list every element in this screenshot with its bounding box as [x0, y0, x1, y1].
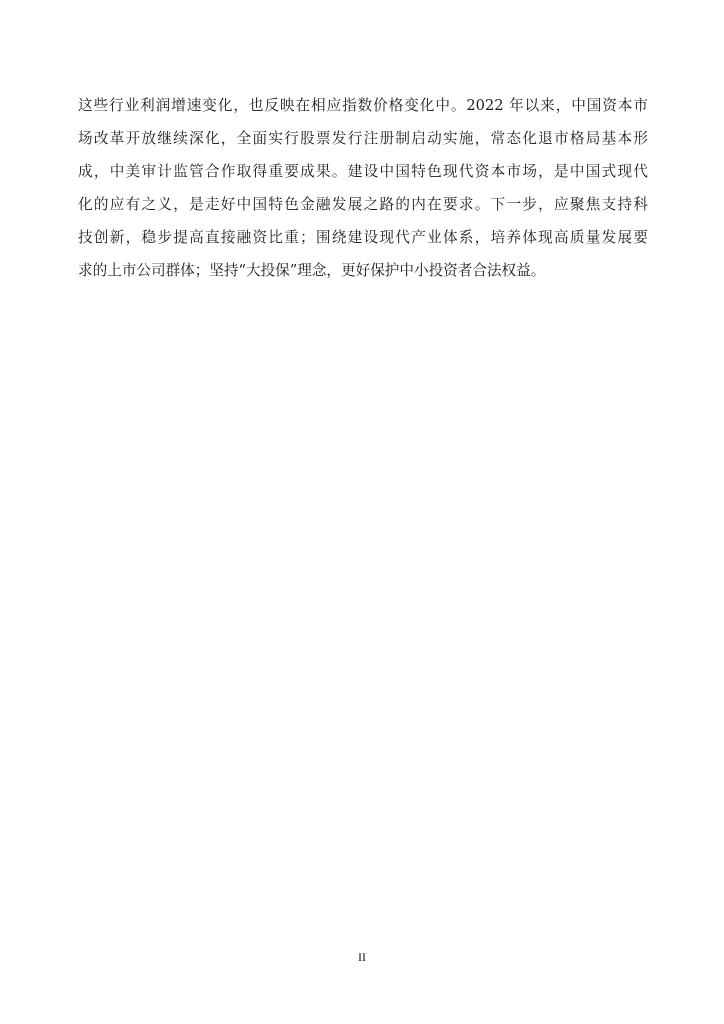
paragraph-line: 化的应有之义，是走好中国特色金融发展之路的内在要求。下一步，应聚焦支持科	[78, 196, 648, 213]
paragraph-line: 这些行业利润增速变化，也反映在相应指数价格变化中。2022 年以来，中国资本市	[78, 97, 648, 114]
page-number: II	[358, 950, 366, 964]
paragraph-line: 成，中美审计监管合作取得重要成果。建设中国特色现代资本市场，是中国式现代	[78, 163, 648, 180]
paragraph-line: 技创新，稳步提高直接融资比重；围绕建设现代产业体系，培养体现高质量发展要	[78, 229, 648, 246]
body-paragraph	[78, 93, 648, 291]
paragraph-line: 求的上市公司群体；坚持“大投保”理念，更好保护中小投资者合法权益。	[78, 262, 546, 279]
paragraph-line: 场改革开放继续深化，全面实行股票发行注册制启动实施，常态化退市格局基本形	[78, 130, 648, 147]
